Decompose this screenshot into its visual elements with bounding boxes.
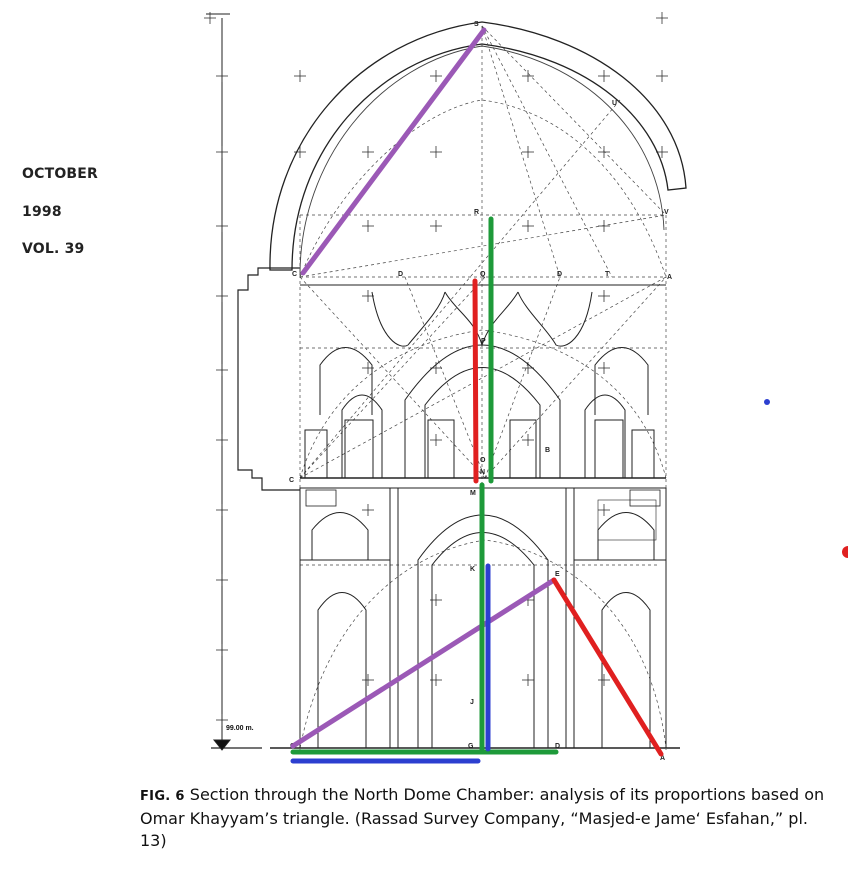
- point-label: P: [481, 338, 486, 345]
- point-label: U: [612, 100, 618, 107]
- red-line-vertical: [475, 281, 476, 481]
- purple-line-base: [293, 580, 554, 746]
- point-label: J: [470, 699, 474, 706]
- journal-year: 1998: [22, 204, 62, 220]
- figure-label: FIG. 6: [140, 789, 185, 804]
- journal-month: OCTOBER: [22, 166, 99, 182]
- point-label: O: [480, 457, 486, 464]
- exterior-profile: [238, 268, 300, 490]
- point-label: C: [290, 743, 296, 750]
- purple-line-dome: [303, 30, 484, 273]
- point-label: T: [605, 271, 610, 278]
- point-label: C: [292, 271, 298, 278]
- grid-crosses: [204, 12, 668, 726]
- caption-text: Section through the North Dome Chamber: analysis of its proportions based on Omar Khayyam’s triangle. (Rassad Survey Company, “Masjed-e Jame‘ Esfahan,” pl. 13): [140, 785, 825, 850]
- elevation-label: 99.00 m.: [226, 725, 254, 732]
- point-label: A: [667, 274, 673, 281]
- point-label: V: [664, 209, 669, 216]
- point-label: R: [474, 209, 480, 216]
- point-label: K: [470, 566, 476, 573]
- point-label: G: [468, 743, 474, 750]
- point-label: D: [555, 743, 561, 750]
- point-label: N: [480, 469, 486, 476]
- point-label: A: [660, 755, 666, 762]
- blue-dot-marker: [764, 399, 770, 405]
- point-label: S: [474, 21, 479, 28]
- elevation-rule: [206, 14, 262, 750]
- point-label: D: [557, 271, 563, 278]
- red-edge-marker: [842, 546, 848, 558]
- point-label: E: [555, 571, 560, 578]
- lower-arcade: [270, 488, 680, 748]
- point-label: B: [545, 447, 551, 454]
- point-label: C: [289, 477, 295, 484]
- figure-caption: [140, 784, 830, 852]
- point-label: D: [398, 271, 404, 278]
- journal-volume: VOL. 39: [22, 241, 85, 257]
- point-label: Q: [480, 271, 486, 278]
- point-label: M: [470, 490, 476, 497]
